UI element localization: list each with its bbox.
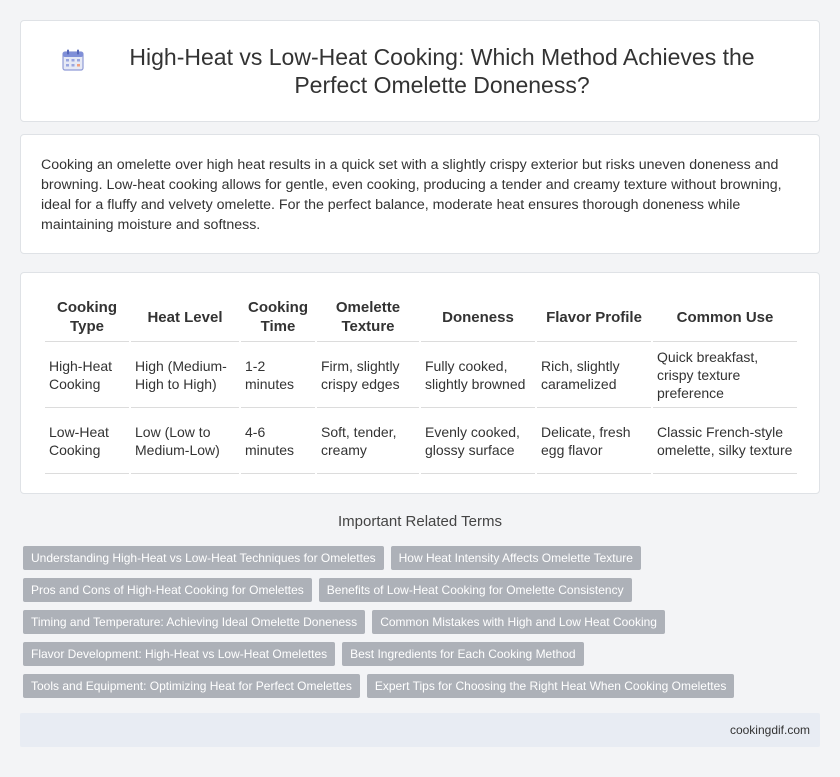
column-header: Common Use	[653, 293, 797, 342]
column-header: Cooking Time	[241, 293, 315, 342]
related-term-link[interactable]: Timing and Temperature: Achieving Ideal Omelette Doneness	[23, 610, 365, 634]
related-term-link[interactable]: Pros and Cons of High-Heat Cooking for Omelettes	[23, 578, 312, 602]
tag-row	[23, 642, 823, 666]
related-term-link[interactable]: Benefits of Low-Heat Cooking for Omelette Consistency	[319, 578, 632, 602]
table-cell: Soft, tender, creamy	[317, 408, 419, 474]
tag-row	[23, 674, 823, 698]
related-term-link[interactable]: How Heat Intensity Affects Omelette Texture	[391, 546, 641, 570]
table-card	[20, 272, 820, 494]
page-title: High-Heat vs Low-Heat Cooking: Which Method Achieves the Perfect Omelette Doneness?	[129, 44, 755, 98]
table-cell: High (Medium-High to High)	[131, 342, 239, 408]
title-wrap	[21, 43, 819, 99]
tag-row	[23, 546, 823, 570]
table-row	[45, 342, 797, 408]
related-term-link[interactable]: Tools and Equipment: Optimizing Heat for Perfect Omelettes	[23, 674, 360, 698]
column-header: Omelette Texture	[317, 293, 419, 342]
intro-card	[20, 134, 820, 254]
comparison-table	[43, 293, 799, 474]
title-card	[20, 20, 820, 122]
related-term-link[interactable]: Expert Tips for Choosing the Right Heat When Cooking Omelettes	[367, 674, 735, 698]
column-header: Doneness	[421, 293, 535, 342]
intro-text: Cooking an omelette over high heat results in a quick set with a slightly crispy exterior but risks uneven doneness and browning. Low-heat cooking allows for gentle, even cooking, producing a tender and creamy texture without browning, ideal for a fluffy and velvety omelette. For the perfect balance, moderate heat ensures thorough doneness while maintaining moisture and softness.	[41, 157, 782, 233]
table-cell: High-Heat Cooking	[45, 342, 129, 408]
related-term-link[interactable]: Common Mistakes with High and Low Heat Cooking	[372, 610, 665, 634]
table-cell: Evenly cooked, glossy surface	[421, 408, 535, 474]
related-terms-heading: Important Related Terms	[338, 513, 502, 530]
table-cell: Delicate, fresh egg flavor	[537, 408, 651, 474]
table-cell: Quick breakfast, crispy texture preference	[653, 342, 797, 408]
related-terms-list	[23, 546, 823, 706]
footer-site-link[interactable]: cookingdif.com	[729, 723, 810, 737]
tag-row	[23, 578, 823, 602]
table-cell: Classic French-style omelette, silky texture	[653, 408, 797, 474]
table-cell: Low-Heat Cooking	[45, 408, 129, 474]
calendar-icon	[61, 48, 85, 72]
table-cell: 1-2 minutes	[241, 342, 315, 408]
table-cell: Firm, slightly crispy edges	[317, 342, 419, 408]
column-header: Heat Level	[131, 293, 239, 342]
footer	[20, 713, 820, 747]
column-header: Flavor Profile	[537, 293, 651, 342]
related-term-link[interactable]: Flavor Development: High-Heat vs Low-Heat Omelettes	[23, 642, 335, 666]
table-cell: Low (Low to Medium-Low)	[131, 408, 239, 474]
table-cell: Rich, slightly caramelized	[537, 342, 651, 408]
table-cell: Fully cooked, slightly browned	[421, 342, 535, 408]
table-row	[45, 408, 797, 474]
tag-row	[23, 610, 823, 634]
table-header-row	[45, 293, 797, 342]
table-cell: 4-6 minutes	[241, 408, 315, 474]
related-term-link[interactable]: Best Ingredients for Each Cooking Method	[342, 642, 583, 666]
related-term-link[interactable]: Understanding High-Heat vs Low-Heat Techniques for Omelettes	[23, 546, 384, 570]
column-header: Cooking Type	[45, 293, 129, 342]
